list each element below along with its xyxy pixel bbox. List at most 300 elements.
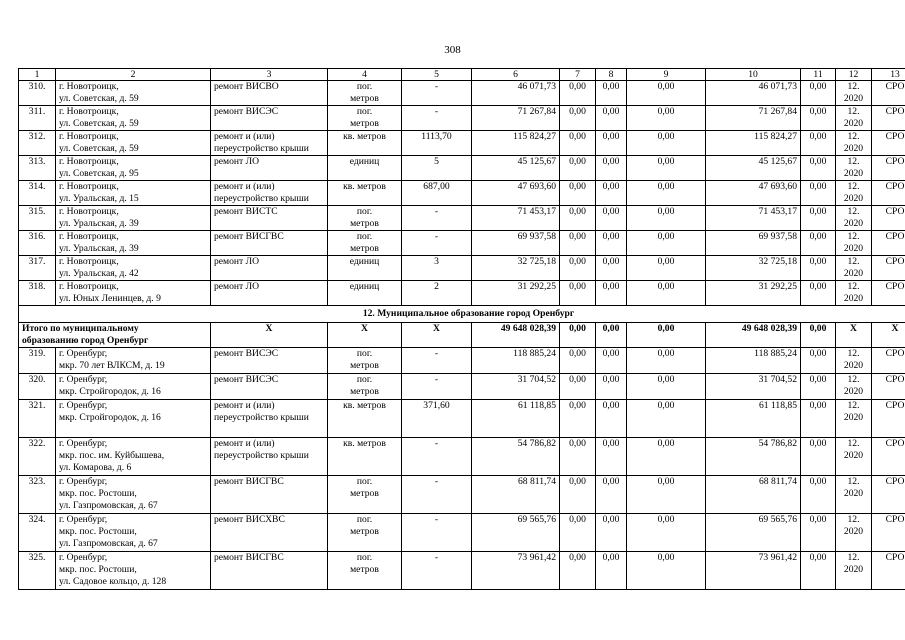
completion-date [836, 348, 872, 374]
total-cost: 46 071,73 [706, 81, 801, 106]
unit-line: метров [350, 360, 379, 371]
column-number-8: 8 [596, 69, 627, 81]
address [56, 514, 211, 552]
municipality-total-row [19, 323, 905, 348]
work-type-line: ремонт ВИСТС [214, 206, 278, 217]
funding-source: СРО [872, 476, 905, 514]
completion-date-line: 12. [847, 348, 860, 359]
volume: 5 [402, 156, 472, 181]
volume: - [402, 81, 472, 106]
unit [328, 400, 402, 438]
completion-date-line: 2020 [843, 412, 864, 423]
completion-date-line: 12. [847, 131, 860, 142]
work-type-line: ремонт ВИСЭС [214, 348, 279, 359]
unit [328, 156, 402, 181]
address-line: г. Оренбург, [59, 400, 108, 411]
unit-line: кв. метров [343, 438, 386, 449]
value-col9: 0,00 [627, 81, 706, 106]
row-number: 314. [19, 181, 56, 206]
address-line: г. Новотроицк, [59, 206, 119, 217]
value-col7: 0,00 [560, 400, 596, 438]
work-type-line: переустройство крыши [214, 450, 309, 461]
work-type [211, 106, 328, 131]
address [56, 256, 211, 281]
repair-program-table [18, 68, 905, 590]
value-col7: 0,00 [560, 281, 596, 306]
funding-source: СРО [872, 348, 905, 374]
table-row [19, 131, 905, 156]
unit-line: пог. [356, 514, 373, 525]
value-col7: 0,00 [560, 256, 596, 281]
funding-source: СРО [872, 438, 905, 476]
unit [328, 438, 402, 476]
table-row [19, 156, 905, 181]
value-col8: 0,00 [596, 256, 627, 281]
funding-source: СРО [872, 81, 905, 106]
work-type [211, 131, 328, 156]
unit-line: единиц [349, 281, 380, 292]
row-number: 315. [19, 206, 56, 231]
funding-source: СРО [872, 256, 905, 281]
cost: 69 565,76 [472, 514, 560, 552]
unit-line: метров [350, 564, 379, 575]
unit-line: кв. метров [343, 131, 386, 142]
row-number: 320. [19, 374, 56, 400]
cost: 71 453,17 [472, 206, 560, 231]
completion-date [836, 231, 872, 256]
address-line: ул. Советская, д. 59 [59, 118, 139, 129]
work-type-line: ремонт и (или) [214, 400, 275, 411]
work-type-line: ремонт ВИСЭС [214, 374, 279, 385]
volume: - [402, 438, 472, 476]
value-col9: 0,00 [627, 348, 706, 374]
completion-date-line: 2020 [843, 450, 864, 461]
table-row [19, 438, 905, 476]
table-row [19, 374, 905, 400]
row-number: 316. [19, 231, 56, 256]
address [56, 131, 211, 156]
value-col9: 0,00 [627, 231, 706, 256]
table-row [19, 552, 905, 590]
address-line: г. Новотроицк, [59, 81, 119, 92]
funding-source: СРО [872, 106, 905, 131]
volume: - [402, 348, 472, 374]
completion-date [836, 281, 872, 306]
value-col7: 0,00 [560, 552, 596, 590]
value-col8: 0,00 [596, 181, 627, 206]
unit-line: пог. [356, 106, 373, 117]
address [56, 400, 211, 438]
value-col9: 0,00 [627, 438, 706, 476]
total-label-line: образованию город Оренбург [22, 335, 149, 346]
address-line: мкр. Стройгородок, д. 16 [59, 412, 161, 423]
completion-date-line: 2020 [843, 386, 864, 397]
unit [328, 348, 402, 374]
work-type [211, 476, 328, 514]
unit-line: кв. метров [343, 400, 386, 411]
total-col13: X [872, 323, 905, 348]
value-col9: 0,00 [627, 106, 706, 131]
completion-date [836, 206, 872, 231]
value-col11: 0,00 [801, 206, 836, 231]
work-type-line: переустройство крыши [214, 143, 309, 154]
total-cost: 54 786,82 [706, 438, 801, 476]
completion-date [836, 81, 872, 106]
work-type [211, 514, 328, 552]
total-label-line: Итого по муниципальному [22, 323, 139, 334]
completion-date [836, 514, 872, 552]
work-type [211, 348, 328, 374]
completion-date-line: 2020 [843, 143, 864, 154]
value-col8: 0,00 [596, 156, 627, 181]
table-row [19, 476, 905, 514]
work-type-line: ремонт ВИСВО [214, 81, 279, 92]
completion-date-line: 2020 [843, 293, 864, 304]
unit [328, 206, 402, 231]
completion-date-line: 12. [847, 281, 860, 292]
address-line: мкр. Стройгородок, д. 16 [59, 386, 161, 397]
total-cost-sum: 49 648 028,39 [472, 323, 560, 348]
volume: 3 [402, 256, 472, 281]
funding-source: СРО [872, 231, 905, 256]
total-label [19, 323, 211, 348]
row-number: 319. [19, 348, 56, 374]
address-line: ул. Уральская, д. 42 [59, 268, 139, 279]
address-line: ул. Советская, д. 95 [59, 168, 139, 179]
row-number: 311. [19, 106, 56, 131]
completion-date-line: 2020 [843, 488, 864, 499]
address-line: мкр. пос. им. Куйбышева, [59, 450, 165, 461]
completion-date-line: 2020 [843, 218, 864, 229]
address [56, 281, 211, 306]
funding-source: СРО [872, 374, 905, 400]
total-cost: 47 693,60 [706, 181, 801, 206]
funding-source: СРО [872, 156, 905, 181]
total-col5: X [402, 323, 472, 348]
completion-date-line: 2020 [843, 564, 864, 575]
value-col11: 0,00 [801, 256, 836, 281]
column-number-10: 10 [706, 69, 801, 81]
table-row [19, 256, 905, 281]
volume: - [402, 231, 472, 256]
unit-line: метров [350, 118, 379, 129]
address-line: ул. Газпромовская, д. 67 [59, 538, 158, 549]
table-row [19, 514, 905, 552]
table-row [19, 400, 905, 438]
column-number-2: 2 [56, 69, 211, 81]
completion-date-line: 12. [847, 256, 860, 267]
completion-date-line: 12. [847, 514, 860, 525]
value-col8: 0,00 [596, 231, 627, 256]
work-type-line: ремонт и (или) [214, 131, 275, 142]
total-col12: X [836, 323, 872, 348]
completion-date-line: 2020 [843, 168, 864, 179]
unit-line: единиц [349, 256, 380, 267]
row-number: 313. [19, 156, 56, 181]
completion-date-line: 2020 [843, 526, 864, 537]
total-cost: 69 937,58 [706, 231, 801, 256]
cost: 47 693,60 [472, 181, 560, 206]
work-type-line: ремонт ВИСХВС [214, 514, 285, 525]
column-number-3: 3 [211, 69, 328, 81]
address-line: ул. Газпромовская, д. 67 [59, 500, 158, 511]
unit [328, 552, 402, 590]
address-line: ул. Уральская, д. 39 [59, 218, 139, 229]
value-col9: 0,00 [627, 281, 706, 306]
cost: 115 824,27 [472, 131, 560, 156]
value-col7: 0,00 [560, 106, 596, 131]
address-line: г. Оренбург, [59, 552, 108, 563]
work-type [211, 206, 328, 231]
address-line: мкр. пос. Ростоши, [59, 526, 137, 537]
total-cost: 61 118,85 [706, 400, 801, 438]
unit-line: пог. [356, 348, 373, 359]
funding-source: СРО [872, 131, 905, 156]
unit-line: пог. [356, 476, 373, 487]
total-overall-sum: 49 648 028,39 [706, 323, 801, 348]
address [56, 231, 211, 256]
value-col9: 0,00 [627, 374, 706, 400]
table-row [19, 181, 905, 206]
total-cost: 31 292,25 [706, 281, 801, 306]
completion-date [836, 256, 872, 281]
completion-date-line: 2020 [843, 193, 864, 204]
funding-source: СРО [872, 281, 905, 306]
funding-source: СРО [872, 400, 905, 438]
cost: 45 125,67 [472, 156, 560, 181]
column-number-13: 13 [872, 69, 905, 81]
completion-date-line: 12. [847, 231, 860, 242]
cost: 118 885,24 [472, 348, 560, 374]
value-col9: 0,00 [627, 552, 706, 590]
address-line: г. Новотроицк, [59, 156, 119, 167]
table-body [19, 69, 905, 590]
value-col11: 0,00 [801, 181, 836, 206]
volume: - [402, 106, 472, 131]
work-type-line: ремонт ЛО [214, 281, 260, 292]
address-line: ул. Комарова, д. 6 [59, 462, 132, 473]
value-col11: 0,00 [801, 514, 836, 552]
address-line: г. Оренбург, [59, 476, 108, 487]
row-number: 325. [19, 552, 56, 590]
section-header-row [19, 306, 905, 323]
completion-date-line: 2020 [843, 243, 864, 254]
value-col8: 0,00 [596, 514, 627, 552]
value-col8: 0,00 [596, 81, 627, 106]
total-cost: 45 125,67 [706, 156, 801, 181]
total-cost: 71 453,17 [706, 206, 801, 231]
work-type [211, 281, 328, 306]
value-col11: 0,00 [801, 552, 836, 590]
unit-line: кв. метров [343, 181, 386, 192]
address-line: г. Оренбург, [59, 374, 108, 385]
total-cost: 115 824,27 [706, 131, 801, 156]
unit [328, 374, 402, 400]
address-line: г. Новотроицк, [59, 281, 119, 292]
column-number-5: 5 [402, 69, 472, 81]
work-type-line: ремонт ЛО [214, 156, 260, 167]
page-number: 308 [444, 44, 461, 56]
total-cost: 118 885,24 [706, 348, 801, 374]
address-line: г. Новотроицк, [59, 131, 119, 142]
address [56, 181, 211, 206]
total-cost: 73 961,42 [706, 552, 801, 590]
work-type [211, 374, 328, 400]
work-type [211, 81, 328, 106]
work-type-line: ремонт ВИСГВС [214, 476, 284, 487]
completion-date-line: 2020 [843, 118, 864, 129]
volume: 1113,70 [402, 131, 472, 156]
value-col8: 0,00 [596, 348, 627, 374]
row-number: 318. [19, 281, 56, 306]
table-row [19, 231, 905, 256]
address-line: г. Новотроицк, [59, 106, 119, 117]
address [56, 156, 211, 181]
address-line: ул. Советская, д. 59 [59, 93, 139, 104]
unit-line: метров [350, 218, 379, 229]
value-col7: 0,00 [560, 206, 596, 231]
row-number: 312. [19, 131, 56, 156]
completion-date-line: 12. [847, 438, 860, 449]
volume: - [402, 552, 472, 590]
address-line: мкр. пос. Ростоши, [59, 564, 137, 575]
value-col11: 0,00 [801, 131, 836, 156]
address-line: ул. Садовое кольцо, д. 128 [59, 576, 167, 587]
unit-line: пог. [356, 81, 373, 92]
cost: 46 071,73 [472, 81, 560, 106]
volume: 371,60 [402, 400, 472, 438]
value-col7: 0,00 [560, 231, 596, 256]
completion-date [836, 374, 872, 400]
total-col9: 0,00 [627, 323, 706, 348]
row-number: 310. [19, 81, 56, 106]
value-col8: 0,00 [596, 374, 627, 400]
total-cost: 71 267,84 [706, 106, 801, 131]
address-line: ул. Советская, д. 59 [59, 143, 139, 154]
total-col8: 0,00 [596, 323, 627, 348]
unit [328, 81, 402, 106]
address [56, 348, 211, 374]
address-line: г. Новотроицк, [59, 256, 119, 267]
section-title: 12. Муниципальное образование город Оренбург [19, 306, 905, 323]
value-col9: 0,00 [627, 514, 706, 552]
column-number-11: 11 [801, 69, 836, 81]
address-line: ул. Уральская, д. 15 [59, 193, 139, 204]
column-number-9: 9 [627, 69, 706, 81]
work-type [211, 156, 328, 181]
unit-line: пог. [356, 231, 373, 242]
cost: 31 704,52 [472, 374, 560, 400]
table-row [19, 281, 905, 306]
volume: - [402, 476, 472, 514]
row-number: 322. [19, 438, 56, 476]
volume: - [402, 514, 472, 552]
total-col3: X [211, 323, 328, 348]
work-type-line: ремонт ЛО [214, 256, 260, 267]
address [56, 438, 211, 476]
work-type [211, 552, 328, 590]
address-line: ул. Уральская, д. 39 [59, 243, 139, 254]
work-type [211, 231, 328, 256]
value-col7: 0,00 [560, 438, 596, 476]
column-number-4: 4 [328, 69, 402, 81]
value-col11: 0,00 [801, 348, 836, 374]
table-row [19, 348, 905, 374]
table-row [19, 206, 905, 231]
work-type [211, 256, 328, 281]
unit [328, 256, 402, 281]
work-type [211, 181, 328, 206]
unit-line: метров [350, 488, 379, 499]
value-col8: 0,00 [596, 438, 627, 476]
value-col8: 0,00 [596, 552, 627, 590]
unit [328, 131, 402, 156]
cost: 69 937,58 [472, 231, 560, 256]
completion-date [836, 438, 872, 476]
unit [328, 281, 402, 306]
funding-source: СРО [872, 181, 905, 206]
column-number-6: 6 [472, 69, 560, 81]
value-col7: 0,00 [560, 476, 596, 514]
work-type-line: переустройство крыши [214, 412, 309, 423]
value-col9: 0,00 [627, 256, 706, 281]
value-col7: 0,00 [560, 348, 596, 374]
unit [328, 181, 402, 206]
completion-date [836, 156, 872, 181]
funding-source: СРО [872, 206, 905, 231]
address [56, 106, 211, 131]
cost: 68 811,74 [472, 476, 560, 514]
completion-date-line: 12. [847, 156, 860, 167]
address-line: г. Оренбург, [59, 438, 108, 449]
value-col9: 0,00 [627, 400, 706, 438]
row-number: 317. [19, 256, 56, 281]
address [56, 552, 211, 590]
unit-line: пог. [356, 374, 373, 385]
address-line: ул. Юных Ленинцев, д. 9 [59, 293, 161, 304]
cost: 73 961,42 [472, 552, 560, 590]
value-col8: 0,00 [596, 476, 627, 514]
completion-date [836, 400, 872, 438]
value-col7: 0,00 [560, 374, 596, 400]
completion-date [836, 106, 872, 131]
unit [328, 231, 402, 256]
value-col11: 0,00 [801, 231, 836, 256]
address [56, 374, 211, 400]
value-col9: 0,00 [627, 476, 706, 514]
funding-source: СРО [872, 514, 905, 552]
funding-source: СРО [872, 552, 905, 590]
total-col4: X [328, 323, 402, 348]
completion-date-line: 2020 [843, 268, 864, 279]
address-line: мкр. пос. Ростоши, [59, 488, 137, 499]
volume: - [402, 374, 472, 400]
value-col7: 0,00 [560, 156, 596, 181]
row-number: 323. [19, 476, 56, 514]
value-col11: 0,00 [801, 374, 836, 400]
value-col11: 0,00 [801, 400, 836, 438]
work-type [211, 438, 328, 476]
completion-date-line: 12. [847, 106, 860, 117]
completion-date [836, 552, 872, 590]
value-col11: 0,00 [801, 476, 836, 514]
value-col8: 0,00 [596, 281, 627, 306]
address-line: мкр. 70 лет ВЛКСМ, д. 19 [59, 360, 165, 371]
volume: - [402, 206, 472, 231]
unit-line: метров [350, 386, 379, 397]
column-number-1: 1 [19, 69, 56, 81]
value-col11: 0,00 [801, 81, 836, 106]
